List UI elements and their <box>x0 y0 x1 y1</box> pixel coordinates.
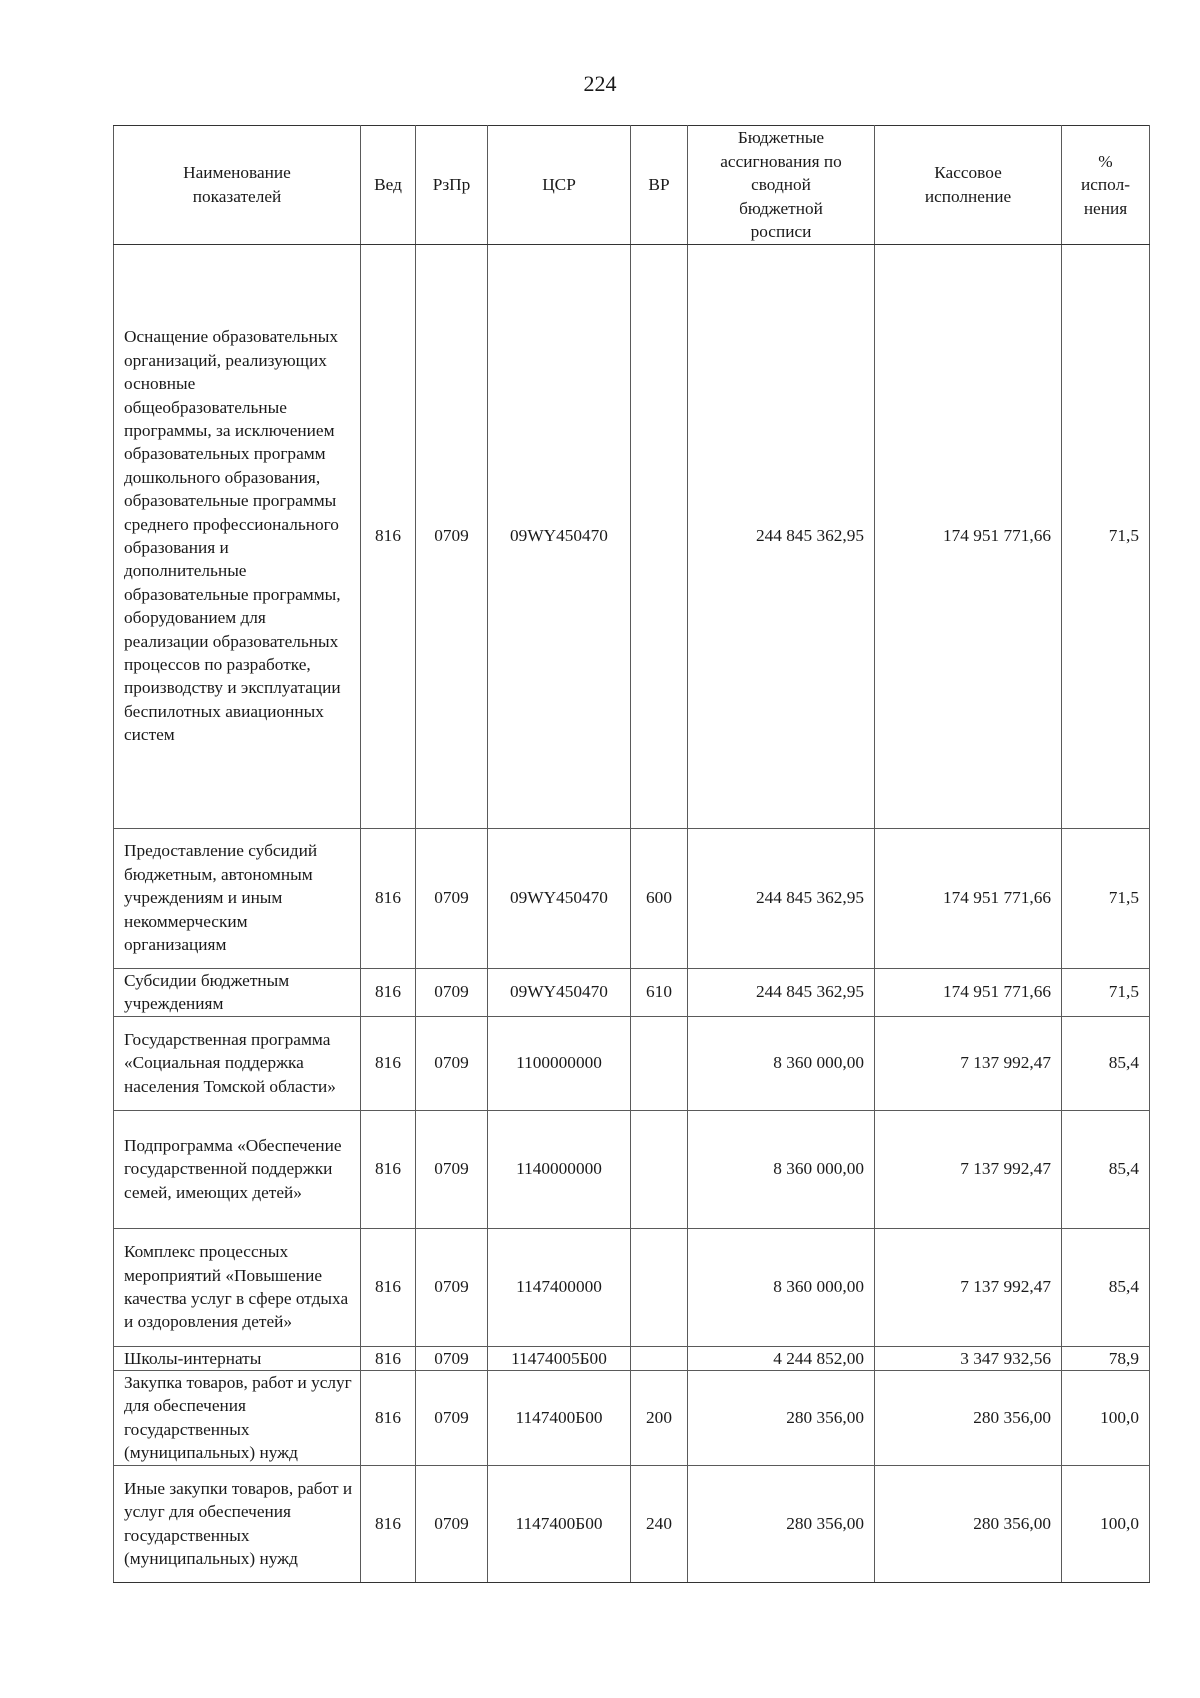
row-ved: 816 <box>361 1110 416 1228</box>
row-ved: 816 <box>361 1465 416 1582</box>
row-ved: 816 <box>361 968 416 1016</box>
row-vr: 240 <box>631 1465 688 1582</box>
row-pct: 85,4 <box>1062 1016 1150 1110</box>
table-row <box>114 1346 1150 1370</box>
row-pct: 78,9 <box>1062 1346 1150 1370</box>
row-pct: 85,4 <box>1062 1228 1150 1346</box>
header-budget: Бюджетные ассигнования по сводной бюджетной росписи <box>688 126 875 245</box>
row-vr: 200 <box>631 1370 688 1465</box>
row-rzpr: 0709 <box>416 244 488 828</box>
row-csr: 1100000000 <box>488 1016 631 1110</box>
row-pct: 100,0 <box>1062 1370 1150 1465</box>
row-vr <box>631 1110 688 1228</box>
row-vr: 610 <box>631 968 688 1016</box>
row-ved: 816 <box>361 244 416 828</box>
header-name: Наименование показателей <box>114 126 361 245</box>
row-vr <box>631 244 688 828</box>
row-budget: 244 845 362,95 <box>688 968 875 1016</box>
row-ved: 816 <box>361 1228 416 1346</box>
row-name: Государственная программа «Социальная поддержка населения Томской области» <box>114 1016 361 1110</box>
row-budget: 244 845 362,95 <box>688 828 875 968</box>
row-pct: 100,0 <box>1062 1465 1150 1582</box>
header-cash: Кассовое исполнение <box>875 126 1062 245</box>
header-pct: % испол-нения <box>1062 126 1150 245</box>
row-name: Оснащение образовательных организаций, реализующих основные общеобразовательные программы, за исключением образовательных программ дошкольного образования, образовательные программы среднего профессионального образования и дополнительные образовательные программы, оборудованием для реализации образовательных процессов по разработке, производству и эксплуатации беспилотных авиационных систем <box>114 244 361 828</box>
table-row <box>114 1370 1150 1465</box>
row-name: Предоставление субсидий бюджетным, автономным учреждениям и иным некоммерческим организациям <box>114 828 361 968</box>
row-budget: 280 356,00 <box>688 1465 875 1582</box>
row-cash: 280 356,00 <box>875 1370 1062 1465</box>
row-rzpr: 0709 <box>416 1110 488 1228</box>
row-rzpr: 0709 <box>416 1228 488 1346</box>
row-csr: 1147400Б00 <box>488 1465 631 1582</box>
row-csr: 1140000000 <box>488 1110 631 1228</box>
row-cash: 7 137 992,47 <box>875 1110 1062 1228</box>
row-cash: 7 137 992,47 <box>875 1016 1062 1110</box>
row-name: Комплекс процессных мероприятий «Повышение качества услуг в сфере отдыха и оздоровления детей» <box>114 1228 361 1346</box>
row-cash: 174 951 771,66 <box>875 968 1062 1016</box>
row-vr: 600 <box>631 828 688 968</box>
row-cash: 280 356,00 <box>875 1465 1062 1582</box>
row-pct: 71,5 <box>1062 968 1150 1016</box>
row-budget: 280 356,00 <box>688 1370 875 1465</box>
row-budget: 4 244 852,00 <box>688 1346 875 1370</box>
table-row <box>114 828 1150 968</box>
table-row <box>114 968 1150 1016</box>
row-pct: 71,5 <box>1062 828 1150 968</box>
row-name: Подпрограмма «Обеспечение государственной поддержки семей, имеющих детей» <box>114 1110 361 1228</box>
table-row <box>114 1110 1150 1228</box>
row-budget: 8 360 000,00 <box>688 1016 875 1110</box>
row-rzpr: 0709 <box>416 1346 488 1370</box>
row-rzpr: 0709 <box>416 1465 488 1582</box>
row-cash: 3 347 932,56 <box>875 1346 1062 1370</box>
table-header-row <box>114 126 1150 245</box>
row-ved: 816 <box>361 828 416 968</box>
row-vr <box>631 1346 688 1370</box>
row-name: Закупка товаров, работ и услуг для обеспечения государственных (муниципальных) нужд <box>114 1370 361 1465</box>
row-budget: 244 845 362,95 <box>688 244 875 828</box>
row-csr: 1147400Б00 <box>488 1370 631 1465</box>
table-row <box>114 1465 1150 1582</box>
row-cash: 7 137 992,47 <box>875 1228 1062 1346</box>
header-ved: Вед <box>361 126 416 245</box>
row-rzpr: 0709 <box>416 1370 488 1465</box>
row-csr: 09WY450470 <box>488 244 631 828</box>
row-name: Школы-интернаты <box>114 1346 361 1370</box>
row-rzpr: 0709 <box>416 1016 488 1110</box>
header-rzpr: РзПр <box>416 126 488 245</box>
header-csr: ЦСР <box>488 126 631 245</box>
row-csr: 1147400000 <box>488 1228 631 1346</box>
row-ved: 816 <box>361 1346 416 1370</box>
budget-table <box>113 125 1150 1583</box>
row-vr <box>631 1016 688 1110</box>
table-row <box>114 244 1150 828</box>
row-budget: 8 360 000,00 <box>688 1110 875 1228</box>
row-budget: 8 360 000,00 <box>688 1228 875 1346</box>
row-csr: 11474005Б00 <box>488 1346 631 1370</box>
page-number: 224 <box>583 71 617 96</box>
table-row <box>114 1016 1150 1110</box>
row-pct: 71,5 <box>1062 244 1150 828</box>
header-vr: ВР <box>631 126 688 245</box>
row-cash: 174 951 771,66 <box>875 244 1062 828</box>
row-ved: 816 <box>361 1370 416 1465</box>
row-rzpr: 0709 <box>416 828 488 968</box>
row-name: Иные закупки товаров, работ и услуг для обеспечения государственных (муниципальных) нужд <box>114 1465 361 1582</box>
table-row <box>114 1228 1150 1346</box>
row-cash: 174 951 771,66 <box>875 828 1062 968</box>
row-rzpr: 0709 <box>416 968 488 1016</box>
row-ved: 816 <box>361 1016 416 1110</box>
row-vr <box>631 1228 688 1346</box>
row-csr: 09WY450470 <box>488 968 631 1016</box>
row-name: Субсидии бюджетным учреждениям <box>114 968 361 1016</box>
row-pct: 85,4 <box>1062 1110 1150 1228</box>
row-csr: 09WY450470 <box>488 828 631 968</box>
